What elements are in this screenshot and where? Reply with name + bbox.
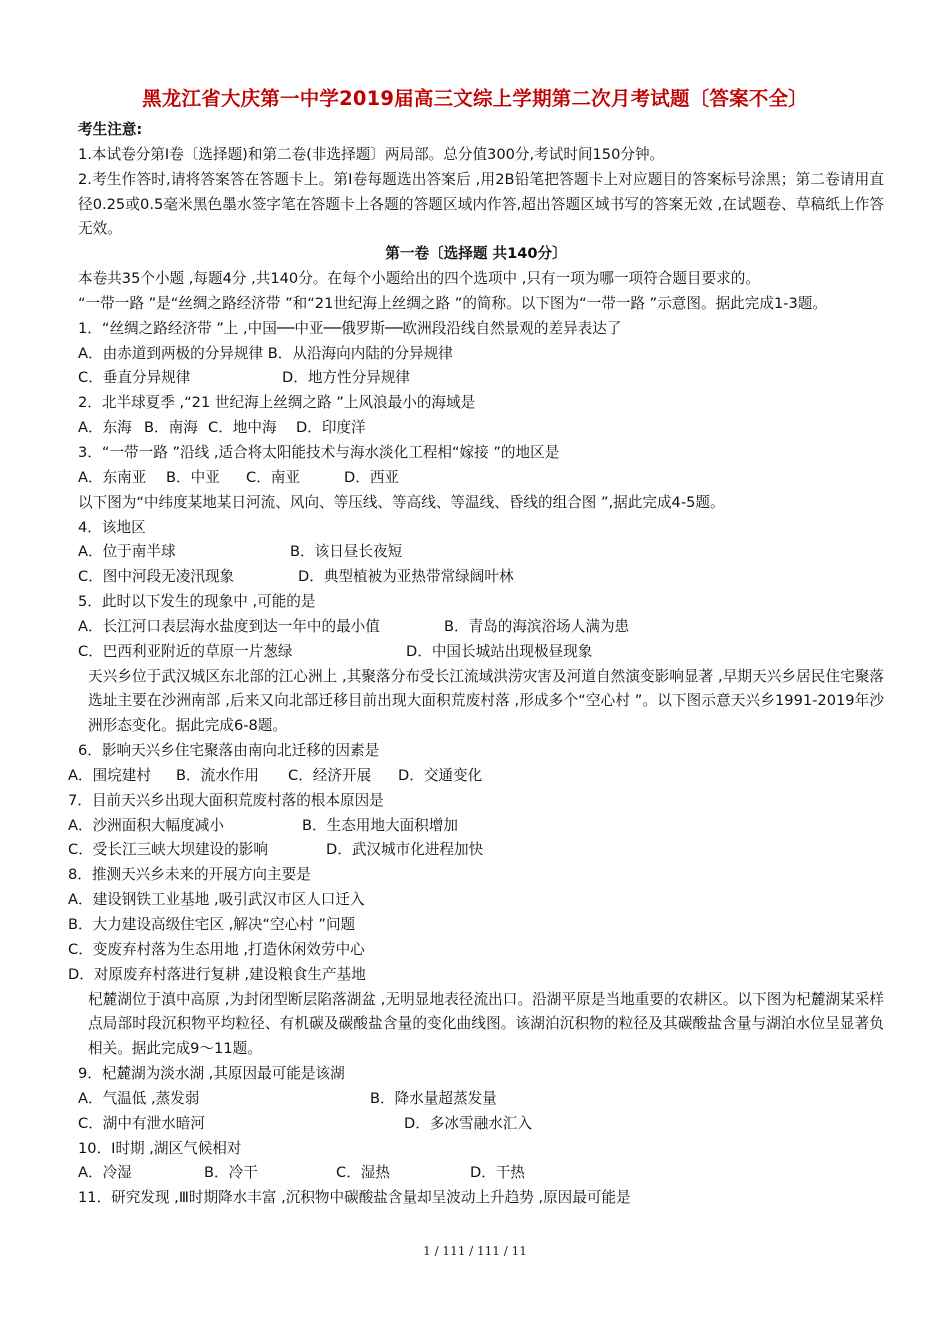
group-4-intro: 杞麓湖位于滇中高原 ,为封闭型断层陷落湖盆 ,无明显地表径流出口。沿湖平原是当地重要的农耕区。以下图为杞麓湖某采样点局部时段沉积物平均粒径、有机碳及碳酸盐含量的变化曲线图。该湖泊沉积物的粒径及其碳酸盐含量与湖泊水位呈显著负相关。据此完成9～11题。	[88, 990, 884, 1058]
question-7-options-ab	[68, 814, 884, 839]
question-6-stem: 6．影响天兴乡住宅聚落由南向北迁移的因素是	[78, 742, 380, 760]
question-8-option-b: B．大力建设高级住宅区 ,解决“空心村 ”问题	[68, 916, 356, 933]
question-2-stem: 2．北半球夏季 ,“21 世纪海上丝绸之路 ”上风浪最小的海域是	[78, 394, 476, 412]
question-4-option-a: A．位于南半球	[78, 543, 176, 561]
question-9-options-cd	[68, 1112, 884, 1137]
question-3-stem: 3．“一带一路 ”沿线 ,适合将太阳能技术与海水淡化工程相“嫁接 ”的地区是	[78, 443, 560, 461]
question-5-stem: 5．此时以下发生的现象中 ,可能的是	[78, 593, 316, 611]
notice-item-2: 2.考生作答时,请将答案答在答题卡上。第Ⅰ卷每题选出答案后 ,用2B铅笔把答题卡上对应题目的答案标号涂黑；第二卷请用直径0.25或0.5毫米黑色墨水签字笔在答题卡上各题的答题区域内作答,超出答题区域书写的答案无效 ,在试题卷、草稿纸上作答无效。	[78, 170, 884, 238]
question-1-options-cd	[68, 366, 884, 391]
question-7-option-d: D．武汉城市化进程加快	[326, 841, 484, 859]
group-1-intro: “一带一路 ”是“丝绸之路经济带 ”和“21世纪海上丝绸之路 ”的简称。以下图为“一带一路 ”示意图。据此完成1-3题。	[78, 294, 827, 312]
group-3-intro: 天兴乡位于武汉城区东北部的江心洲上 ,其聚落分布受长江流域洪涝灾害及河道自然演变影响显著 ,早期天兴乡居民住宅聚落选址主要在沙洲南部 ,后来又向北部迁移目前出现大面积荒废村落 ,形成多个“空心村 ”。以下图示意天兴乡1991-2019年沙洲形态变化。据此完成6-8题。	[88, 667, 884, 735]
question-5-option-c: C．巴西利亚附近的草原一片葱绿	[78, 642, 293, 660]
question-5-option-d: D．中国长城站出现极昼现象	[406, 642, 593, 660]
section-heading: 第一卷〔选择题 共140分〕	[385, 245, 567, 263]
question-1-option-b: B．从沿海向内陆的分异规律	[267, 344, 453, 362]
question-9-option-c: C．湖中有泄水暗河	[78, 1114, 205, 1132]
question-4-option-c: C．图中河段无凌汛现象	[78, 568, 235, 586]
question-8-option-a: A．建设钢铁工业基地 ,吸引武汉市区人口迁入	[68, 891, 365, 909]
question-6-option-d: D．交通变化	[398, 766, 483, 784]
question-4-options-cd	[68, 565, 884, 590]
question-1-options-ab	[68, 342, 884, 367]
section-intro: 本卷共35个小题 ,每题4分 ,共140分。在每个小题给出的四个选项中 ,只有一项为哪一项符合题目要求的。	[78, 270, 760, 288]
question-5-option-a: A．长江河口表层海水盐度到达一年中的最小值	[78, 617, 380, 635]
question-3-option-d: D．西亚	[344, 468, 400, 486]
question-7-option-b: B．生态用地大面积增加	[302, 816, 458, 834]
document-body	[68, 118, 884, 1211]
question-9-option-d: D．多冰雪融水汇入	[404, 1114, 532, 1132]
question-9-options-ab	[68, 1087, 884, 1112]
question-6-option-b: B．流水作用	[176, 766, 259, 784]
question-4-option-b: B．该日昼长夜短	[290, 543, 403, 561]
question-10-option-c: C．湿热	[336, 1164, 390, 1182]
question-7-stem: 7．目前天兴乡出现大面积荒废村落的根本原因是	[68, 791, 384, 809]
question-3-option-a: A．东南亚	[78, 468, 147, 486]
question-2-option-b: B．南海	[144, 419, 198, 437]
question-9-option-a: A．气温低 ,蒸发弱	[78, 1089, 200, 1107]
question-10-stem: 10．Ⅰ时期 ,湖区气候相对	[78, 1139, 242, 1157]
page-number: 1 / 111 / 111 / 11	[423, 1244, 527, 1258]
question-9-stem: 9．杞麓湖为淡水湖 ,其原因最可能是该湖	[78, 1065, 345, 1083]
question-4-option-d: D．典型植被为亚热带常绿阔叶林	[298, 568, 514, 586]
question-5-options-ab	[68, 615, 884, 640]
question-3-options	[68, 466, 884, 491]
question-2-option-d: D．印度洋	[296, 419, 366, 437]
question-1-option-d: D．地方性分异规律	[282, 369, 410, 387]
question-6-option-a: A．围垸建村	[68, 766, 151, 784]
question-6-options	[68, 764, 884, 789]
question-10-option-d: D．干热	[470, 1164, 526, 1182]
question-2-option-a: A．东海	[78, 419, 132, 437]
question-4-stem: 4．该地区	[78, 518, 146, 536]
question-11-stem: 11．研究发现 ,Ⅲ时期降水丰富 ,沉积物中碳酸盐含量却呈波动上升趋势 ,原因最可能是	[78, 1189, 631, 1207]
document-title: 黑龙江省大庆第一中学2019届高三文综上学期第二次月考试题〔答案不全〕	[142, 87, 808, 110]
notice-item-1: 1.本试卷分第Ⅰ卷〔选择题)和第二卷(非选择题〕两局部。总分值300分,考试时间150分钟。	[78, 145, 665, 163]
question-8-option-c: C．变废弃村落为生态用地 ,打造休闲效劳中心	[68, 940, 365, 958]
question-7-options-cd	[68, 838, 884, 863]
question-7-option-a: A．沙洲面积大幅度减小	[68, 816, 224, 834]
question-8-stem: 8．推测天兴乡未来的开展方向主要是	[68, 866, 311, 884]
question-9-option-b: B．降水量超蒸发量	[370, 1089, 497, 1107]
question-10-option-a: A．冷湿	[78, 1164, 132, 1182]
question-2-option-c: C．地中海	[208, 419, 277, 437]
question-3-option-b: B．中亚	[166, 468, 220, 486]
question-5-option-b: B．青岛的海滨浴场人满为患	[444, 617, 630, 635]
question-3-option-c: C．南亚	[246, 468, 300, 486]
question-4-options-ab	[68, 540, 884, 565]
question-6-option-c: C．经济开展	[288, 766, 372, 784]
question-1-option-c: C．垂直分异规律	[78, 369, 191, 387]
question-10-options	[68, 1161, 884, 1186]
question-1-stem: 1．“丝绸之路经济带 ”上 ,中国──中亚──俄罗斯──欧洲段沿线自然景观的差异表达了	[78, 319, 622, 337]
question-2-options	[68, 416, 884, 441]
question-7-option-c: C．受长江三峡大坝建设的影响	[68, 841, 268, 859]
question-8-option-d: D．对原废弃村落进行复耕 ,建设粮食生产基地	[68, 965, 366, 983]
question-5-options-cd	[68, 640, 884, 665]
group-2-intro: 以下图为“中纬度某地某日河流、风向、等压线、等高线、等温线、昏线的组合图 ”,据此完成4-5题。	[78, 493, 725, 511]
notice-heading: 考生注意:	[78, 121, 143, 138]
question-10-option-b: B．冷干	[204, 1164, 258, 1182]
question-1-option-a: A．由赤道到两极的分异规律	[78, 344, 264, 362]
